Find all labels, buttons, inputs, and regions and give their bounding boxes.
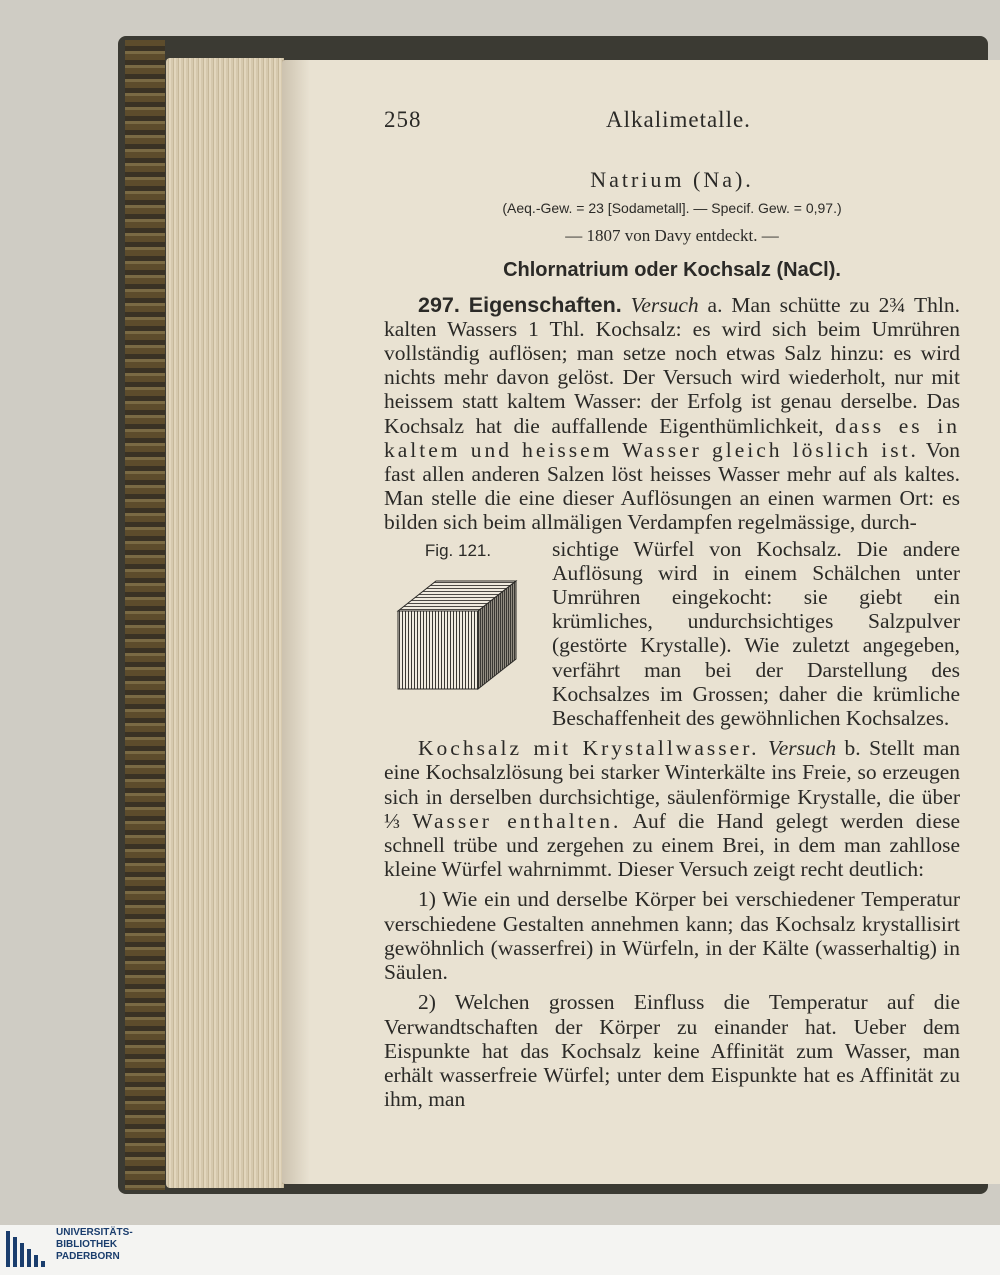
library-line-2: BIBLIOTHEK <box>56 1239 118 1250</box>
spaced-emphasis: Wasser enthalten. <box>412 808 622 833</box>
book-spine <box>125 40 165 1190</box>
page-edges <box>166 58 284 1188</box>
paragraph-297 <box>384 293 960 535</box>
versuch-label: Versuch <box>768 736 837 761</box>
figure-side-text: sichtige Würfel von Kochsalz. Die andere Auflösung wird in einem Schälchen unter Umrühren eingekocht: sie giebt ein krümliches, undurchsichtiges Salzpulver (gestörte Krystalle). Wie zuletzt angegeben, verfährt man bei der Darstellung des Kochsalzes im Grossen; daher die krümliche Beschaffenheit des gewöhnlichen Kochsalzes. <box>552 536 960 731</box>
paragraph-number: 297. <box>418 292 460 317</box>
library-line-3: PADERBORN <box>56 1251 120 1262</box>
paragraph-heading: Eigenschaften. <box>468 292 622 317</box>
running-title: Alkalimetalle. <box>606 107 751 132</box>
page-gutter-shadow <box>282 60 310 1184</box>
paragraph-text: b. Stellt man eine Kochsalzlösung bei starker Winterkälte ins Freie, so erzeugen sich in derselben durchsichtige, säulenförmige Krystalle, die über ⅓ <box>384 736 960 833</box>
element-constants: (Aeq.-Gew. = 23 [Sodametall]. — Specif. Gew. = 0,97.) <box>502 200 842 217</box>
paragraph-text: Auf die Hand gelegt werden diese schnell trübe und zergehen zu einem Brei, in dem man zahllose kleine Würfel wahrnimmt. Dieser Versuch zeigt recht deutlich: <box>384 808 960 882</box>
library-line-1: UNIVERSITÄTS- <box>56 1227 133 1238</box>
figure-block <box>384 537 960 731</box>
running-head <box>384 100 960 140</box>
section-title: Chlornatrium oder Kochsalz (NaCl). <box>503 259 841 282</box>
list-item-1: 1) Wie ein und derselbe Körper bei verschiedener Temperatur verschiedene Gestalten annehmen kann; das Kochsalz krystallisirt gewöhnlich (wasserfrei) in Würfeln, in der Kälte (wasserhaltig) in Säulen. <box>384 887 960 985</box>
list-item-2: 2) Welchen grossen Einfluss die Temperatur auf die Verwandtschaften der Körper zu einander hat. Ueber dem Eispunkte hat das Kochsalz keine Affinität zum Wasser, man erhält wasserfreie Würfel; unter dem Eispunkte hat es Affinität zu ihm, man <box>384 990 960 1112</box>
page-number: 258 <box>384 107 422 132</box>
figure <box>384 537 532 731</box>
library-footer <box>0 1225 1000 1275</box>
page-text <box>384 100 960 1111</box>
paragraph-text: a. Man schütte zu 2¾ Thln. kalten Wassers 1 Thl. Kochsalz: es wird sich beim Umrühren vollständig auflösen; man setze noch etwas Salz hinzu: es wird nichts mehr davon gelöst. Der Versuch wird wiederholt, nur mit heissem statt kaltem Wasser: der Erfolg ist genau derselbe. Das Kochsalz hat die auffallende Eigenthümlichkeit, <box>384 292 960 438</box>
paragraph-text: Von fast allen anderen Salzen löst heisses Wasser mehr auf als kaltes. Man stelle die eine dieser Auflösungen an einen warmen Ort: es bilden sich beim allmäligen Verdampfen regelmässige, durch- <box>384 437 961 535</box>
library-name <box>56 1227 133 1263</box>
spaced-heading: Kochsalz mit Krystallwasser. <box>418 736 760 761</box>
spaced-emphasis: dass es in kaltem und heissem Wasser gleich löslich ist. <box>384 413 960 462</box>
versuch-label: Versuch <box>630 292 699 317</box>
paragraph-krystallwasser <box>384 736 960 881</box>
element-discovery: — 1807 von Davy entdeckt. — <box>565 226 779 246</box>
element-title: Natrium (Na). <box>590 167 754 192</box>
figure-caption: Fig. 121. <box>424 540 492 560</box>
library-logo-icon <box>4 1227 46 1269</box>
cube-illustration <box>384 573 520 691</box>
